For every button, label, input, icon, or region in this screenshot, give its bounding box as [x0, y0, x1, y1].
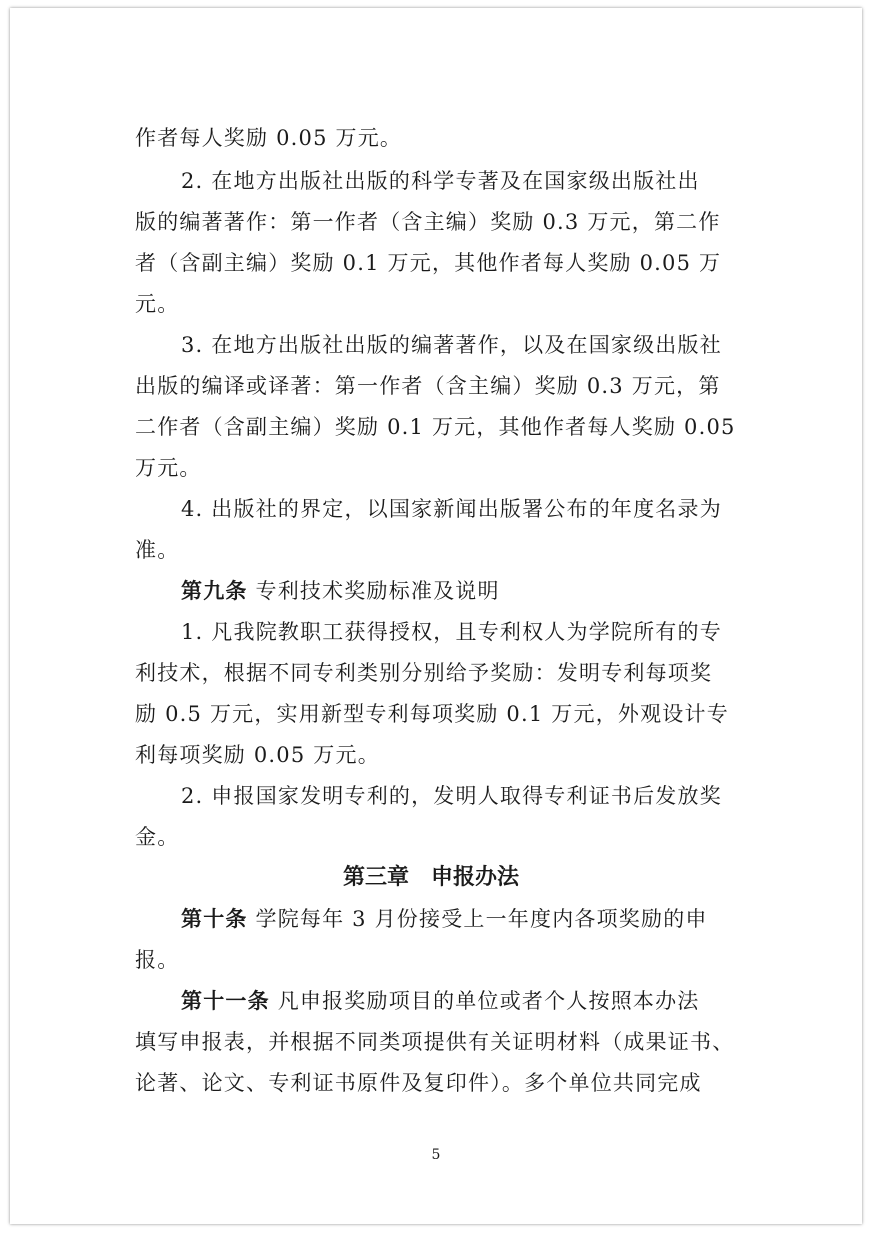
- text-line: 作者每人奖励 0.05 万元。: [135, 126, 403, 150]
- text-line: 者（含副主编）奖励 0.1 万元，其他作者每人奖励 0.05 万: [135, 251, 722, 275]
- text-line: 金。: [135, 825, 180, 849]
- article-9-title: 专利技术奖励标准及说明: [255, 579, 500, 603]
- text-line: 1. 凡我院教职工获得授权，且专利权人为学院所有的专: [181, 620, 722, 644]
- article-11-line: [181, 986, 700, 1016]
- page-number: 5: [431, 1147, 441, 1163]
- article-9-line: [181, 576, 500, 606]
- text-line: 利每项奖励 0.05 万元。: [135, 743, 380, 767]
- text-line: 填写申报表，并根据不同类项提供有关证明材料（成果证书、: [135, 1030, 735, 1054]
- article-9-heading: 第九条: [181, 579, 248, 603]
- text-line: 出版的编译或译著：第一作者（含主编）奖励 0.3 万元，第: [135, 374, 721, 398]
- article-10-text: 学院每年 3 月份接受上一年度内各项奖励的申: [255, 907, 708, 931]
- text-line: 论著、论文、专利证书原件及复印件）。多个单位共同完成: [135, 1071, 702, 1095]
- text-line: 励 0.5 万元，实用新型专利每项奖励 0.1 万元，外观设计专: [135, 702, 729, 726]
- text-line: 3. 在地方出版社出版的编著著作，以及在国家级出版社: [181, 333, 722, 357]
- text-line: 利技术，根据不同专利类别分别给予奖励：发明专利每项奖: [135, 661, 713, 685]
- article-11-text: 凡申报奖励项目的单位或者个人按照本办法: [277, 989, 700, 1013]
- text-line: 元。: [135, 292, 180, 316]
- text-line: 版的编著著作：第一作者（含主编）奖励 0.3 万元，第二作: [135, 210, 721, 234]
- text-line: 报。: [135, 948, 180, 972]
- text-line: 二作者（含副主编）奖励 0.1 万元，其他作者每人奖励 0.05: [135, 415, 736, 439]
- chapter-heading: 第三章 申报办法: [343, 865, 520, 890]
- article-10-line: [181, 904, 708, 934]
- article-10-heading: 第十条: [181, 907, 248, 931]
- text-line: 2. 申报国家发明专利的，发明人取得专利证书后发放奖: [181, 784, 722, 808]
- text-line: 准。: [135, 538, 180, 562]
- article-11-heading: 第十一条: [181, 989, 270, 1013]
- text-line: 2. 在地方出版社出版的科学专著及在国家级出版社出: [181, 169, 700, 193]
- text-line: 4. 出版社的界定，以国家新闻出版署公布的年度名录为: [181, 497, 722, 521]
- text-line: 万元。: [135, 456, 202, 480]
- document-page: [10, 8, 862, 1224]
